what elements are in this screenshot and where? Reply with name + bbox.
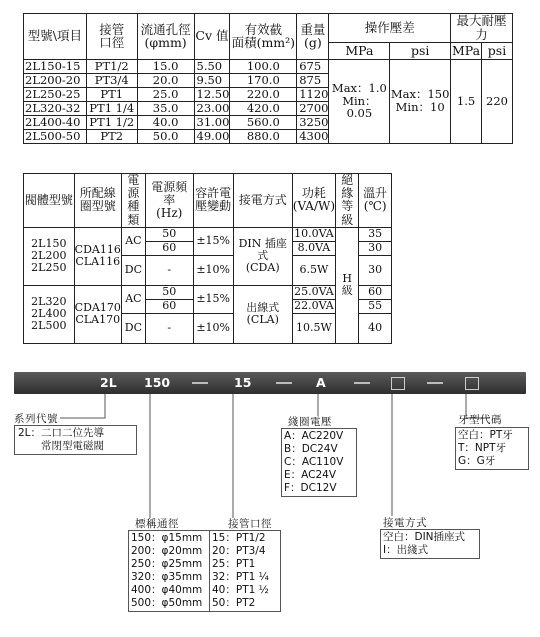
header-effective-area: 有效截 面積(mm²) xyxy=(230,14,297,60)
orifice-item: 320：φ35mm xyxy=(131,571,203,583)
cell-model: 2L250-25 xyxy=(24,87,87,101)
voltage-title: 綫圈電壓 xyxy=(288,416,332,428)
cell-dc: DC xyxy=(121,313,145,343)
thread-item: 空白：PT牙 xyxy=(458,429,513,441)
cell-area: 880.0 xyxy=(230,129,297,143)
voltage-item: E：AC24V xyxy=(284,469,337,481)
header-temp-rise: 溫升(℃) xyxy=(359,174,392,228)
cell-port: PT1 1/2 xyxy=(86,115,137,129)
cell-area: 220.0 xyxy=(230,87,297,101)
cell-weight: 1120 xyxy=(297,87,329,101)
cell-op-psi: Max：150 Min：10 xyxy=(390,59,451,143)
cell-weight: 2700 xyxy=(297,101,329,115)
cell-model: 2L500-50 xyxy=(24,129,87,143)
header-operating-pressure: 操作壓差 xyxy=(329,14,451,43)
cell-power: 25.0VA xyxy=(294,285,334,299)
cell-frequency: 50 xyxy=(145,285,193,299)
cell-voltage-var-ac: ±15% xyxy=(193,227,233,255)
cell-max-psi: 220 xyxy=(482,59,513,143)
cell-area: 420.0 xyxy=(230,101,297,115)
connection-item: I：出綫式 xyxy=(383,544,429,556)
voltage-box xyxy=(281,428,357,497)
cell-temp: 30 xyxy=(359,241,392,255)
cell-model: 2L200-20 xyxy=(24,73,87,87)
header-max-pressure: 最大耐壓力 xyxy=(451,14,513,43)
cell-temp: 35 xyxy=(359,227,392,241)
cell-frequency: 60 xyxy=(145,299,193,313)
cell-cv: 31.00 xyxy=(194,115,230,129)
series-item: 2L：二口二位先導 xyxy=(18,427,105,439)
voltage-item: C：AC110V xyxy=(284,456,344,468)
cell-cv: 9.50 xyxy=(194,73,230,87)
cell-port: PT1/2 xyxy=(86,59,137,73)
series-item: 常閉型電磁閥 xyxy=(41,440,104,452)
cell-port: PT1 1/4 xyxy=(86,101,137,115)
header-connection: 接電方式 xyxy=(233,174,292,228)
code-orifice: 150 xyxy=(144,375,171,390)
cell-port: PT3/4 xyxy=(86,73,137,87)
port-box xyxy=(209,530,281,612)
cell-orifice: 20.0 xyxy=(137,73,194,87)
cell-frequency: 50 xyxy=(145,227,193,241)
cell-orifice: 35.0 xyxy=(137,101,194,115)
port-item: 20：PT3/4 xyxy=(212,545,266,557)
cell-insulation: H 級 xyxy=(336,227,359,343)
cell-frequency: - xyxy=(145,255,193,285)
voltage-item: F：DC12V xyxy=(284,482,337,494)
voltage-item: A：AC220V xyxy=(284,430,344,442)
cell-area: 100.0 xyxy=(230,59,297,73)
cell-weight: 4300 xyxy=(297,129,329,143)
port-item: 15：PT1/2 xyxy=(212,532,266,544)
port-title: 接管口徑 xyxy=(228,518,272,530)
cell-body-models: 2L320 2L400 2L500 xyxy=(24,285,75,343)
cell-power: 22.0VA xyxy=(294,299,334,313)
series-title: 系列代號 xyxy=(14,413,58,425)
cell-weight: 675 xyxy=(297,59,329,73)
cell-power: 10.5W xyxy=(292,313,335,343)
cell-dc: DC xyxy=(121,255,145,285)
header-model: 型號\項目 xyxy=(24,14,87,60)
cell-power: 6.5W xyxy=(292,255,335,285)
code-port: 15 xyxy=(234,375,252,390)
cell-coil-models: CDA170 CLA170 xyxy=(74,285,121,343)
cell-voltage-var-dc: ±10% xyxy=(193,255,233,285)
connection-item: 空白：DIN插座式 xyxy=(383,531,466,543)
cell-body-models: 2L150 2L200 2L250 xyxy=(24,227,75,285)
thread-item: T：NPT牙 xyxy=(458,442,507,454)
port-item: 32：PT1 ¼ xyxy=(212,571,269,583)
cell-model: 2L150-15 xyxy=(24,59,87,73)
cell-temp: 40 xyxy=(359,313,392,343)
cell-voltage-var-dc: ±10% xyxy=(193,313,233,343)
orifice-item: 400：φ40mm xyxy=(131,584,203,596)
cell-orifice: 25.0 xyxy=(137,87,194,101)
header-cv: Cv 值 xyxy=(194,14,230,60)
cell-temp: 55 xyxy=(359,299,392,313)
header-frequency: 電源頻率 (Hz) xyxy=(145,174,193,228)
header-max-psi: psi xyxy=(482,42,513,59)
cell-model: 2L320-32 xyxy=(24,101,87,115)
cell-frequency: - xyxy=(145,313,193,343)
cell-power: 8.0VA xyxy=(292,241,335,255)
port-item: 50：PT2 xyxy=(212,597,256,609)
cell-area: 170.0 xyxy=(230,73,297,87)
cell-model: 2L400-40 xyxy=(24,115,87,129)
header-power-type: 電源 種類 xyxy=(121,174,145,228)
orifice-item: 200：φ20mm xyxy=(131,545,203,557)
port-item: 25：PT1 xyxy=(212,558,256,570)
code-series: 2L xyxy=(100,375,117,390)
thread-title: 牙型代碼 xyxy=(458,414,502,426)
cell-orifice: 15.0 xyxy=(137,59,194,73)
header-max-mpa: MPa xyxy=(451,42,481,58)
cell-port: PT1 xyxy=(86,87,137,101)
cell-orifice: 40.0 xyxy=(137,115,194,129)
cell-cv: 5.50 xyxy=(194,59,230,73)
cell-weight: 3250 xyxy=(297,115,329,129)
cell-coil-models: CDA116 CLA116 xyxy=(74,227,121,285)
voltage-item: B：DC24V xyxy=(284,443,338,455)
cell-temp: 60 xyxy=(359,285,392,299)
header-op-psi: psi xyxy=(390,42,451,59)
connection-box xyxy=(380,529,480,559)
header-weight: 重量 (g) xyxy=(297,14,329,60)
cell-max-mpa: 1.5 xyxy=(451,59,482,143)
cell-ac: AC xyxy=(121,285,145,313)
header-body-model: 閥體型號 xyxy=(24,174,75,228)
cell-orifice: 50.0 xyxy=(137,129,194,143)
orifice-title: 標稱通徑 xyxy=(135,518,179,530)
header-orifice: 流通孔徑 (φmm) xyxy=(137,14,194,60)
cell-cv: 12.50 xyxy=(194,87,230,101)
cell-voltage-var-ac: ±15% xyxy=(193,285,233,313)
orifice-item: 250：φ25mm xyxy=(131,558,203,570)
cell-cv: 23.00 xyxy=(194,101,230,115)
cell-op-mpa: Max：1.0 Min：0.05 xyxy=(329,59,390,143)
port-item: 40：PT1 ½ xyxy=(212,584,269,596)
cell-temp: 30 xyxy=(359,255,392,285)
cell-connection-din: DIN 插座式 (CDA) xyxy=(233,227,292,285)
thread-box xyxy=(455,427,529,470)
connection-title: 接電方式 xyxy=(383,517,427,529)
series-box xyxy=(14,425,137,455)
orifice-item: 150：φ15mm xyxy=(131,532,203,544)
cell-weight: 875 xyxy=(297,73,329,87)
header-voltage-variation: 容許電 壓變動 xyxy=(193,174,233,228)
orifice-box xyxy=(128,530,211,612)
header-power: 功耗 (VA/W) xyxy=(292,174,335,228)
thread-item: G：G牙 xyxy=(458,455,496,467)
cell-cv: 49.00 xyxy=(194,129,230,143)
header-port: 接管 口徑 xyxy=(86,14,137,60)
cell-power: 10.0VA xyxy=(294,227,334,241)
header-op-mpa: MPa xyxy=(329,42,390,59)
cell-connection-cla: 出線式 (CLA) xyxy=(233,285,292,343)
code-voltage: A xyxy=(316,375,326,390)
orifice-item: 500：φ50mm xyxy=(131,597,203,609)
cell-frequency: 60 xyxy=(145,241,193,255)
cell-ac: AC xyxy=(121,227,145,255)
cell-port: PT2 xyxy=(86,129,137,143)
header-coil-model: 所配線 圈型號 xyxy=(74,174,121,228)
cell-area: 560.0 xyxy=(230,115,297,129)
header-insulation: 絕緣 等級 xyxy=(336,174,359,228)
